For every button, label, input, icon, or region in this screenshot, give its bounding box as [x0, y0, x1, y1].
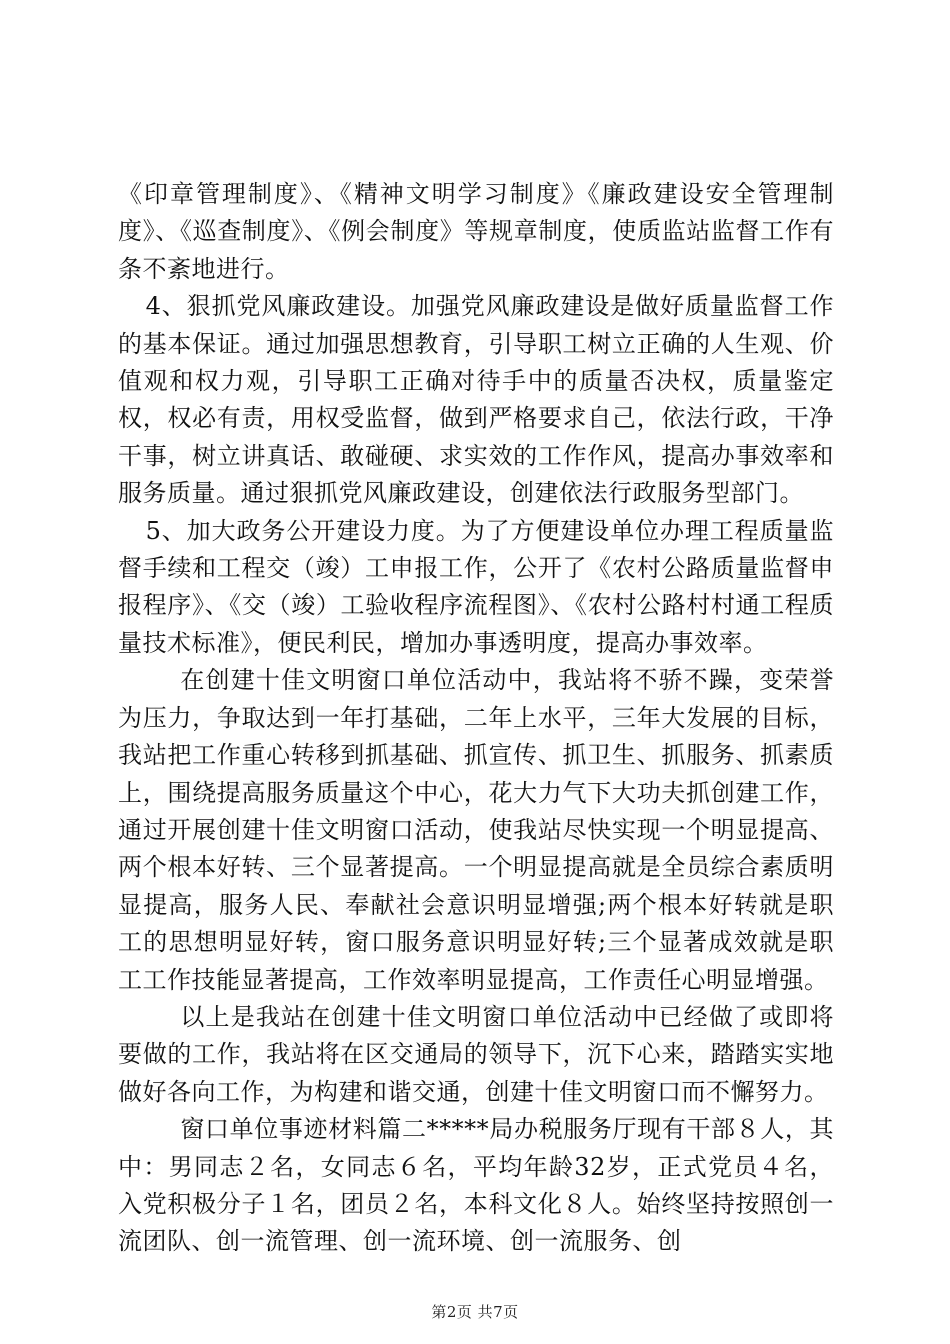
paragraph-item-5: 5、加大政务公开建设力度。为了方便建设单位办理工程质量监督手续和工程交（竣）工申报工作，公开了《农村公路质量监督申报程序》、《交（竣）工验收程序流程图》、《农村公路村村通工程质量技术标准》，便民利民，增加办事透明度，提高办事效率。 — [118, 516, 834, 657]
paragraph-regulations: 《印章管理制度》、《精神文明学习制度》《廉政建设安全管理制度》、《巡查制度》、《例会制度》等规章制度，使质监站监督工作有条不紊地进行。 — [118, 180, 834, 283]
paragraph-article-two: 窗口单位事迹材料篇二*****局办税服务厅现有干部８人，其中：男同志２名，女同志６名，平均年龄32岁，正式党员４名，入党积极分子１名，团员２名，本科文化８人。始终坚持按照创一流团队、创一流管理、创一流环境、创一流服务、创 — [118, 1115, 834, 1256]
page-number: 第2页 共7页 — [431, 1303, 519, 1321]
paragraph-creation-activity: 在创建十佳文明窗口单位活动中，我站将不骄不躁，变荣誉为压力，争取达到一年打基础，二年上水平，三年大发展的目标，我站把工作重心转移到抓基础、抓宣传、抓卫生、抓服务、抓素质上，围绕提高服务质量这个中心，花大力气下大功夫抓创建工作，通过开展创建十佳文明窗口活动，使我站尽快实现一个明显提高、两个根本好转、三个显著提高。一个明显提高就是全员综合素质明显提高，服务人民、奉献社会意识明显增强;两个根本好转就是职工的思想明显好转，窗口服务意识明显好转;三个显著成效就是职工工作技能显著提高，工作效率明显提高，工作责任心明显增强。 — [118, 666, 834, 994]
paragraph-item-4: 4、狠抓党风廉政建设。加强党风廉政建设是做好质量监督工作的基本保证。通过加强思想教育，引导职工树立正确的人生观、价值观和权力观，引导职工正确对待手中的质量否决权，质量鉴定权，权必有责，用权受监督，做到严格要求自己，依法行政，干净干事，树立讲真话、敢碰硬、求实效的工作作风，提高办事效率和服务质量。通过狠抓党风廉政建设，创建依法行政服务型部门。 — [118, 292, 834, 508]
paragraph-summary: 以上是我站在创建十佳文明窗口单位活动中已经做了或即将要做的工作，我站将在区交通局的领导下，沉下心来，踏踏实实地做好各向工作，为构建和谐交通，创建十佳文明窗口而不懈努力。 — [118, 1002, 834, 1106]
body-text — [118, 176, 834, 1261]
